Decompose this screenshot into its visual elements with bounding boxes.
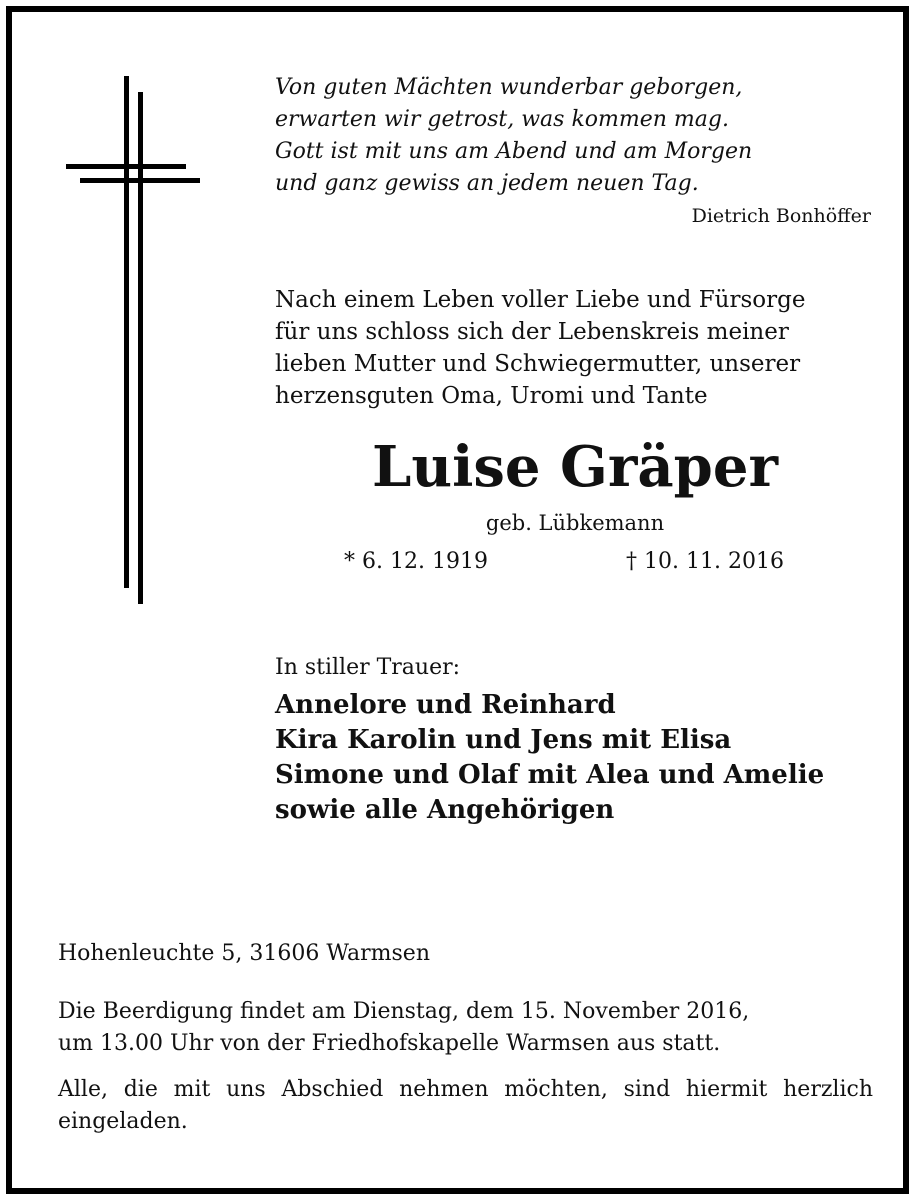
deceased-name: Luise Gräper	[372, 434, 778, 500]
birth-name: geb. Lübkemann	[485, 511, 665, 535]
mourner-entry: Annelore und Reinhard	[275, 690, 616, 720]
invitation-text: Alle, die mit uns Abschied nehmen möchten, sind hiermit herzlich eingeladen.	[58, 1077, 873, 1134]
mourner-entry: Simone und Olaf mit Alea und Amelie	[275, 760, 825, 790]
cross-vertical-bar-1	[124, 76, 129, 588]
birth-date: * 6. 12. 1919	[344, 549, 488, 574]
mourning-label: In stiller Trauer:	[275, 655, 461, 680]
cross-horizontal-bar-1	[66, 164, 186, 169]
mourner-entry: Kira Karolin und Jens mit Elisa	[275, 725, 732, 755]
obituary-notice	[6, 6, 909, 1194]
quote-text: Von guten Mächten wunderbar geborgen, erwarten wir getrost, was kommen mag. Gott ist mit uns am Abend und am Morgen und ganz gewiss an jedem neuen Tag.	[275, 75, 753, 196]
address: Hohenleuchte 5, 31606 Warmsen	[58, 941, 430, 966]
mourner-entry: sowie alle Angehörigen	[275, 795, 615, 825]
quote-author: Dietrich Bonhöffer	[691, 205, 871, 227]
cross-horizontal-bar-2	[80, 178, 200, 183]
intro-text: Nach einem Leben voller Liebe und Fürsorge für uns schloss sich der Lebenskreis meiner lieben Mutter und Schwiegermutter, unserer herzensguten Oma, Uromi und Tante	[275, 287, 806, 409]
death-date: † 10. 11. 2016	[626, 549, 784, 574]
mourners-list	[275, 688, 875, 828]
funeral-info: Die Beerdigung findet am Dienstag, dem 15. November 2016, um 13.00 Uhr von der Friedhofskapelle Warmsen aus statt.	[58, 999, 750, 1056]
